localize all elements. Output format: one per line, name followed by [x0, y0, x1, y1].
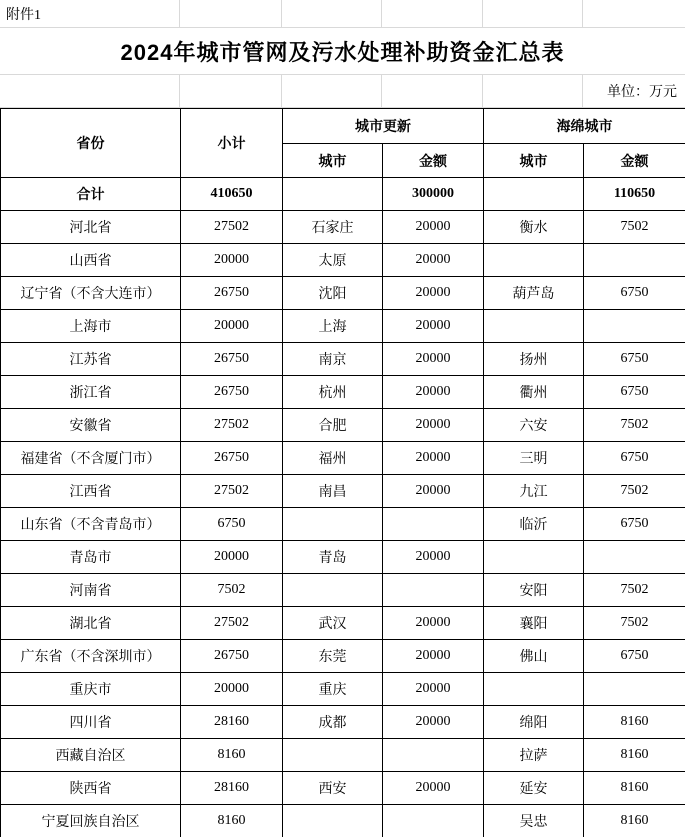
cell-ur-city: 南昌 — [283, 475, 383, 508]
table-row — [1, 574, 685, 607]
cell-subtotal: 8160 — [181, 739, 283, 772]
grid-cell — [583, 0, 685, 27]
cell-ur-amount: 20000 — [383, 211, 484, 244]
cell-subtotal: 27502 — [181, 475, 283, 508]
cell-province: 广东省（不含深圳市） — [1, 640, 181, 673]
cell-ur-city: 杭州 — [283, 376, 383, 409]
cell-ur-city: 成都 — [283, 706, 383, 739]
header-urban-renewal-group: 城市更新 — [283, 109, 484, 144]
cell-subtotal: 27502 — [181, 607, 283, 640]
cell-ur-amount — [383, 508, 484, 541]
unit-label: 单位：万元 — [607, 85, 677, 100]
cell-ur-amount: 20000 — [383, 244, 484, 277]
header-ur-amount: 金额 — [383, 144, 484, 178]
cell-sc-city: 临沂 — [484, 508, 584, 541]
cell-sc-city: 安阳 — [484, 574, 584, 607]
table-row — [1, 343, 685, 376]
header-ur-city: 城市 — [283, 144, 383, 178]
cell-province: 上海市 — [1, 310, 181, 343]
cell-sc-city: 葫芦岛 — [484, 277, 584, 310]
total-ur-city — [283, 178, 383, 211]
grid-cell — [282, 75, 382, 107]
cell-sc-city — [484, 244, 584, 277]
cell-ur-amount: 20000 — [383, 409, 484, 442]
total-ur-amount: 300000 — [383, 178, 484, 211]
cell-sc-city: 拉萨 — [484, 739, 584, 772]
cell-ur-amount: 20000 — [383, 607, 484, 640]
cell-subtotal: 8160 — [181, 805, 283, 837]
table-header — [1, 109, 685, 178]
cell-ur-amount — [383, 739, 484, 772]
cell-sc-amount: 6750 — [584, 376, 685, 409]
cell-ur-amount: 20000 — [383, 475, 484, 508]
header-subtotal: 小计 — [181, 109, 283, 178]
table-row — [1, 673, 685, 706]
cell-subtotal: 26750 — [181, 343, 283, 376]
cell-sc-city: 衡水 — [484, 211, 584, 244]
cell-subtotal: 26750 — [181, 640, 283, 673]
cell-sc-city: 衢州 — [484, 376, 584, 409]
table-row — [1, 310, 685, 343]
table-row — [1, 277, 685, 310]
cell-subtotal: 27502 — [181, 211, 283, 244]
table-row — [1, 475, 685, 508]
table-row — [1, 376, 685, 409]
cell-province: 辽宁省（不含大连市） — [1, 277, 181, 310]
cell-sc-city — [484, 310, 584, 343]
cell-province: 江西省 — [1, 475, 181, 508]
table-row — [1, 244, 685, 277]
cell-sc-amount: 6750 — [584, 640, 685, 673]
cell-province: 河北省 — [1, 211, 181, 244]
cell-ur-city: 西安 — [283, 772, 383, 805]
total-subtotal: 410650 — [181, 178, 283, 211]
cell-province: 西藏自治区 — [1, 739, 181, 772]
grid-cell — [483, 75, 583, 107]
cell-sc-amount — [584, 541, 685, 574]
title-row — [0, 28, 685, 75]
cell-subtotal: 26750 — [181, 277, 283, 310]
cell-ur-city: 武汉 — [283, 607, 383, 640]
cell-ur-amount: 20000 — [383, 541, 484, 574]
cell-subtotal: 26750 — [181, 376, 283, 409]
cell-sc-amount: 8160 — [584, 739, 685, 772]
cell-subtotal: 26750 — [181, 442, 283, 475]
cell-subtotal: 20000 — [181, 310, 283, 343]
cell-ur-amount: 20000 — [383, 310, 484, 343]
attachment-row — [0, 0, 685, 28]
cell-sc-amount — [584, 244, 685, 277]
total-label: 合计 — [1, 178, 181, 211]
table-row — [1, 541, 685, 574]
table-row — [1, 607, 685, 640]
cell-sc-city: 襄阳 — [484, 607, 584, 640]
cell-sc-amount — [584, 673, 685, 706]
cell-ur-city: 上海 — [283, 310, 383, 343]
cell-ur-amount: 20000 — [383, 706, 484, 739]
page-title: 2024年城市管网及污水处理补助资金汇总表 — [120, 39, 565, 65]
cell-sc-city: 延安 — [484, 772, 584, 805]
cell-province: 重庆市 — [1, 673, 181, 706]
unit-row — [0, 75, 685, 108]
cell-ur-city: 石家庄 — [283, 211, 383, 244]
cell-sc-city: 扬州 — [484, 343, 584, 376]
cell-subtotal: 20000 — [181, 244, 283, 277]
cell-province: 山西省 — [1, 244, 181, 277]
cell-province: 浙江省 — [1, 376, 181, 409]
cell-sc-amount: 6750 — [584, 442, 685, 475]
cell-sc-city: 吴忠 — [484, 805, 584, 837]
cell-sc-city: 绵阳 — [484, 706, 584, 739]
cell-sc-amount: 7502 — [584, 475, 685, 508]
table-row — [1, 640, 685, 673]
cell-ur-city — [283, 508, 383, 541]
table-row — [1, 211, 685, 244]
header-sc-amount: 金额 — [584, 144, 685, 178]
cell-ur-city: 重庆 — [283, 673, 383, 706]
cell-sc-amount: 6750 — [584, 508, 685, 541]
cell-subtotal: 28160 — [181, 772, 283, 805]
cell-ur-amount: 20000 — [383, 640, 484, 673]
cell-sc-amount: 6750 — [584, 343, 685, 376]
grid-cell — [180, 75, 282, 107]
cell-subtotal: 27502 — [181, 409, 283, 442]
cell-ur-city: 沈阳 — [283, 277, 383, 310]
cell-province: 湖北省 — [1, 607, 181, 640]
cell-sc-amount: 8160 — [584, 706, 685, 739]
summary-table — [0, 108, 685, 837]
cell-sc-amount: 7502 — [584, 211, 685, 244]
cell-sc-amount — [584, 310, 685, 343]
cell-ur-city: 东莞 — [283, 640, 383, 673]
total-row — [1, 178, 685, 211]
cell-ur-amount: 20000 — [383, 442, 484, 475]
cell-sc-amount: 8160 — [584, 805, 685, 837]
grid-cell — [0, 75, 180, 107]
header-sc-city: 城市 — [484, 144, 584, 178]
cell-ur-city: 合肥 — [283, 409, 383, 442]
table-row — [1, 442, 685, 475]
cell-province: 江苏省 — [1, 343, 181, 376]
grid-cell — [180, 0, 282, 27]
cell-ur-amount: 20000 — [383, 376, 484, 409]
cell-sc-city: 九江 — [484, 475, 584, 508]
header-sponge-city-group: 海绵城市 — [484, 109, 685, 144]
header-province: 省份 — [1, 109, 181, 178]
grid-cell — [483, 0, 583, 27]
cell-subtotal: 7502 — [181, 574, 283, 607]
cell-sc-city: 六安 — [484, 409, 584, 442]
cell-sc-city — [484, 541, 584, 574]
cell-province: 陕西省 — [1, 772, 181, 805]
cell-ur-amount: 20000 — [383, 772, 484, 805]
cell-sc-amount: 7502 — [584, 607, 685, 640]
cell-ur-amount: 20000 — [383, 343, 484, 376]
cell-ur-city: 青岛 — [283, 541, 383, 574]
cell-province: 安徽省 — [1, 409, 181, 442]
total-sc-amount: 110650 — [584, 178, 685, 211]
cell-province: 山东省（不含青岛市） — [1, 508, 181, 541]
cell-ur-city: 南京 — [283, 343, 383, 376]
table-row — [1, 508, 685, 541]
cell-subtotal: 28160 — [181, 706, 283, 739]
table-body — [1, 178, 685, 837]
cell-sc-city — [484, 673, 584, 706]
cell-ur-city — [283, 805, 383, 837]
grid-cell — [382, 0, 483, 27]
cell-ur-amount: 20000 — [383, 673, 484, 706]
grid-cell — [382, 75, 483, 107]
cell-ur-city: 福州 — [283, 442, 383, 475]
cell-province: 福建省（不含厦门市） — [1, 442, 181, 475]
cell-ur-amount — [383, 805, 484, 837]
cell-sc-city: 佛山 — [484, 640, 584, 673]
cell-sc-amount: 8160 — [584, 772, 685, 805]
cell-ur-city — [283, 574, 383, 607]
cell-subtotal: 6750 — [181, 508, 283, 541]
cell-sc-amount: 7502 — [584, 409, 685, 442]
table-row — [1, 805, 685, 837]
cell-ur-city: 太原 — [283, 244, 383, 277]
cell-province: 宁夏回族自治区 — [1, 805, 181, 837]
cell-sc-amount: 7502 — [584, 574, 685, 607]
cell-province: 河南省 — [1, 574, 181, 607]
table-row — [1, 739, 685, 772]
attachment-label: 附件1 — [0, 0, 180, 27]
table-row — [1, 409, 685, 442]
cell-sc-amount: 6750 — [584, 277, 685, 310]
cell-subtotal: 20000 — [181, 541, 283, 574]
cell-sc-city: 三明 — [484, 442, 584, 475]
cell-ur-city — [283, 739, 383, 772]
grid-cell — [282, 0, 382, 27]
cell-ur-amount: 20000 — [383, 277, 484, 310]
cell-province: 四川省 — [1, 706, 181, 739]
table-row — [1, 772, 685, 805]
cell-province: 青岛市 — [1, 541, 181, 574]
table-row — [1, 706, 685, 739]
total-sc-city — [484, 178, 584, 211]
cell-ur-amount — [383, 574, 484, 607]
cell-subtotal: 20000 — [181, 673, 283, 706]
